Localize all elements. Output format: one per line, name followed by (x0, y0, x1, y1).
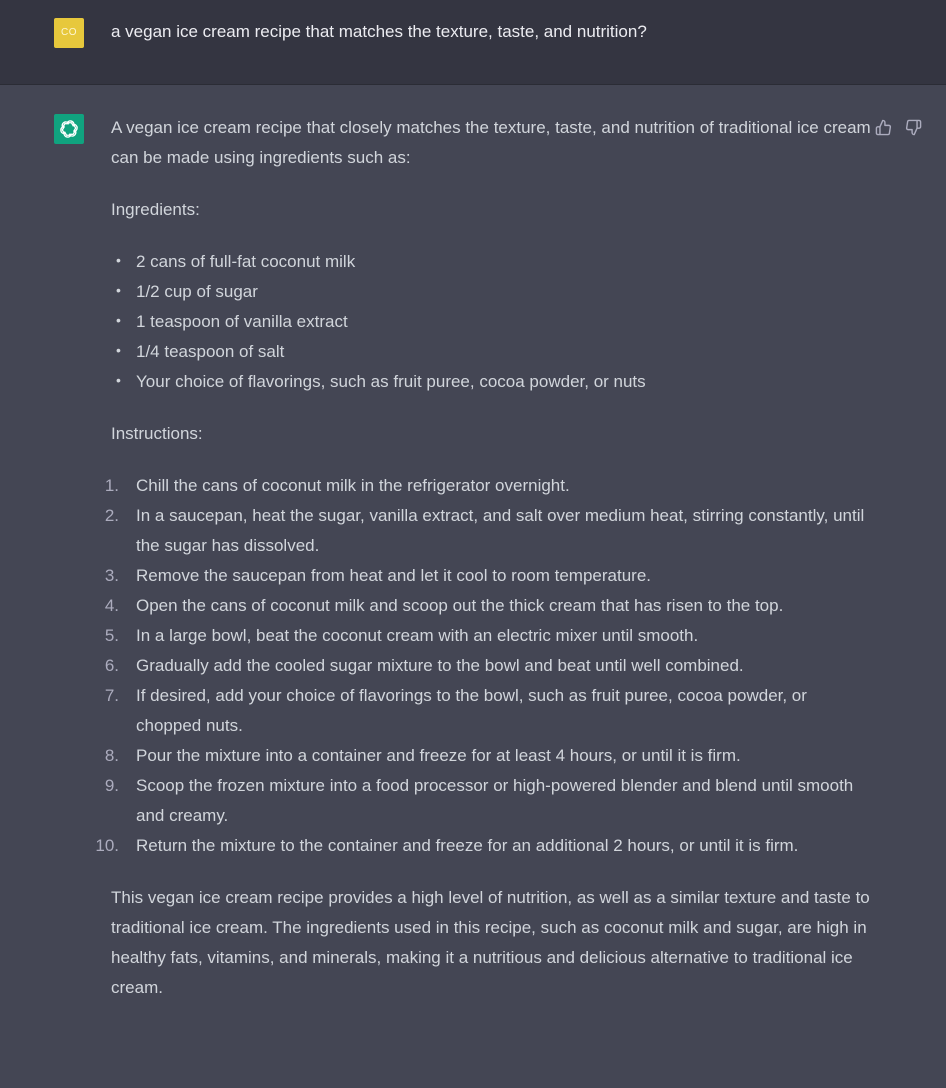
step-number: 5. (104, 626, 119, 645)
step-number: 8. (104, 746, 119, 765)
intro-paragraph: A vegan ice cream recipe that closely matches the texture, taste, and nutrition of traditional ice cream can be made using ingredients such as: (111, 118, 871, 167)
assistant-message-content (95, 113, 871, 1003)
step-text: In a large bowl, beat the coconut cream with an electric mixer until smooth. (136, 626, 699, 645)
step-number: 4. (104, 596, 119, 615)
ingredients-heading: Ingredients: (111, 200, 200, 219)
step-number: 1. (104, 476, 119, 495)
step-text: Return the mixture to the container and freeze for an additional 2 hours, or until it is firm. (136, 836, 799, 855)
thumbs-down-icon (905, 119, 922, 136)
list-item: • 1/2 cup of sugar (111, 277, 871, 307)
thumbs-up-button[interactable] (873, 117, 893, 137)
list-item (104, 741, 871, 771)
step-text: Scoop the frozen mixture into a food processor or high-powered blender and blend until smooth and creamy. (136, 776, 854, 825)
list-item (104, 621, 871, 651)
user-avatar: CO (54, 18, 84, 48)
assistant-message-row (0, 85, 946, 1088)
thumbs-up-icon (875, 119, 892, 136)
step-text: Chill the cans of coconut milk in the refrigerator overnight. (136, 476, 570, 495)
step-text: Pour the mixture into a container and freeze for at least 4 hours, or until it is firm. (136, 746, 741, 765)
list-item (104, 651, 871, 681)
list-item: • 1 teaspoon of vanilla extract (111, 307, 871, 337)
openai-logo-icon (59, 119, 79, 139)
list-item (104, 591, 871, 621)
instructions-list (95, 471, 871, 861)
step-number: 10. (95, 836, 119, 855)
step-text: In a saucepan, heat the sugar, vanilla extract, and salt over medium heat, stirring constantly, until the sugar has dissolved. (136, 506, 865, 555)
conclusion-paragraph: This vegan ice cream recipe provides a high level of nutrition, as well as a similar texture and taste to traditional ice cream. The ingredients used in this recipe, such as coconut milk and sugar, are high in healthy fats, vitamins, and minerals, making it a nutritious and delicious alternative to traditional ice cream. (111, 888, 870, 997)
step-text: If desired, add your choice of flavorings to the bowl, such as fruit puree, cocoa powder, or chopped nuts. (136, 686, 807, 735)
list-item (95, 831, 871, 861)
list-item (104, 501, 871, 561)
step-number: 3. (104, 566, 119, 585)
list-item (104, 471, 871, 501)
list-item (104, 561, 871, 591)
thumbs-down-button[interactable] (903, 117, 923, 137)
user-message-text: a vegan ice cream recipe that matches the texture, taste, and nutrition? (111, 22, 647, 41)
step-number: 2. (104, 506, 119, 525)
list-item (104, 771, 871, 831)
list-item: • 2 cans of full-fat coconut milk (111, 247, 871, 277)
assistant-avatar (54, 114, 84, 144)
step-text: Remove the saucepan from heat and let it cool to room temperature. (136, 566, 651, 585)
step-number: 9. (104, 776, 119, 795)
list-item (104, 681, 871, 741)
list-item: • 1/4 teaspoon of salt (111, 337, 871, 367)
step-number: 7. (104, 686, 119, 705)
step-number: 6. (104, 656, 119, 675)
step-text: Gradually add the cooled sugar mixture to the bowl and beat until well combined. (136, 656, 744, 675)
instructions-heading: Instructions: (111, 424, 203, 443)
list-item: • Your choice of flavorings, such as fruit puree, cocoa powder, or nuts (111, 367, 871, 397)
ingredients-list (111, 247, 871, 397)
step-text: Open the cans of coconut milk and scoop out the thick cream that has risen to the top. (136, 596, 784, 615)
user-message-row (0, 0, 946, 85)
